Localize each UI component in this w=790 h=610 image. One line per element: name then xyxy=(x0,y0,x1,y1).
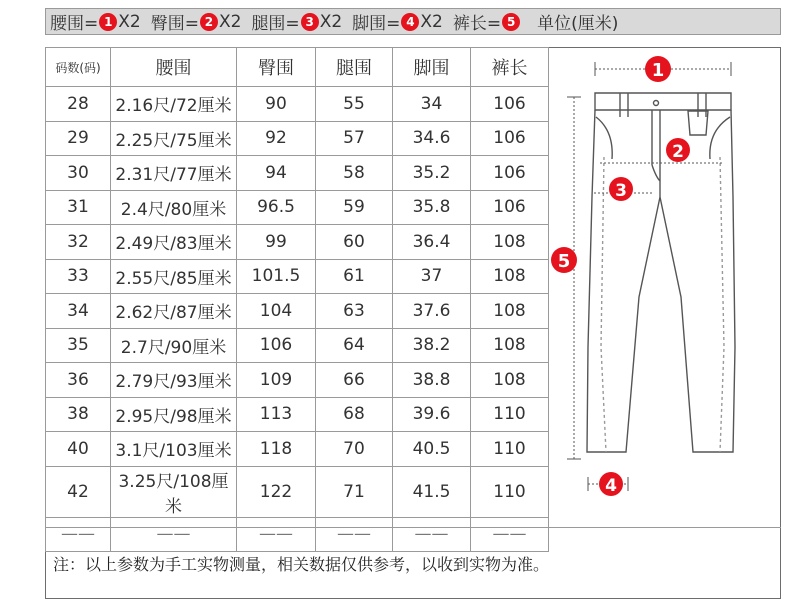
table-cell: 108 xyxy=(471,328,549,363)
header-hem xyxy=(352,9,443,34)
table-cell: 40.5 xyxy=(393,432,471,467)
table-cell: 61 xyxy=(316,259,393,294)
table-row xyxy=(46,466,549,517)
table-cell: 60 xyxy=(316,225,393,260)
table-cell: —— xyxy=(393,517,471,552)
table-row xyxy=(46,328,549,363)
pants-seam-left xyxy=(601,157,606,452)
table-cell: 57 xyxy=(316,121,393,156)
pants-diagram xyxy=(548,47,781,527)
table-row xyxy=(46,156,549,191)
table-cell: 113 xyxy=(237,397,316,432)
header-length-label: 裤长= xyxy=(452,14,502,34)
table-cell: 106 xyxy=(471,190,549,225)
header-unit: 单位(厘米) xyxy=(537,14,619,34)
header-hem-suffix: X2 xyxy=(420,11,443,32)
pants-seam-right xyxy=(720,157,724,452)
table-cell: 118 xyxy=(237,432,316,467)
table-cell: 122 xyxy=(237,466,316,517)
table-cell: 66 xyxy=(316,363,393,398)
table-row xyxy=(46,432,549,467)
table-cell: 2.62尺/87厘米 xyxy=(111,294,237,329)
table-cell: 32 xyxy=(46,225,111,260)
table-cell: 40 xyxy=(46,432,111,467)
marker-3-badge: 3 xyxy=(301,13,319,31)
marker-5-badge: 5 xyxy=(502,13,520,31)
table-cell: 35.2 xyxy=(393,156,471,191)
table-cell: 42 xyxy=(46,466,111,517)
table-cell: 3.25尺/108厘米 xyxy=(111,466,237,517)
table-cell: 64 xyxy=(316,328,393,363)
table-cell: —— xyxy=(471,517,549,552)
table-cell: 2.7尺/90厘米 xyxy=(111,328,237,363)
column-header: 码数(码) xyxy=(46,48,111,87)
table-cell: 106 xyxy=(471,87,549,122)
table-cell: 58 xyxy=(316,156,393,191)
header-hem-label: 脚围= xyxy=(352,14,401,34)
table-cell: 34.6 xyxy=(393,121,471,156)
table-cell: 108 xyxy=(471,259,549,294)
marker-4-badge: 4 xyxy=(401,13,419,31)
marker-2-badge: 2 xyxy=(200,13,218,31)
table-cell: 34 xyxy=(393,87,471,122)
table-cell: 90 xyxy=(237,87,316,122)
table-row xyxy=(46,294,549,329)
table-cell: 108 xyxy=(471,225,549,260)
table-cell: —— xyxy=(111,517,237,552)
table-cell: 106 xyxy=(471,156,549,191)
size-header-bar xyxy=(45,8,781,35)
column-header: 腿围 xyxy=(316,48,393,87)
table-cell: 2.79尺/93厘米 xyxy=(111,363,237,398)
table-cell: —— xyxy=(316,517,393,552)
pants-waistband xyxy=(595,93,731,110)
header-hip-suffix: X2 xyxy=(218,11,242,32)
table-cell: 2.16尺/72厘米 xyxy=(111,87,237,122)
table-cell: 106 xyxy=(237,328,316,363)
table-cell: 36 xyxy=(46,363,111,398)
table-cell: 37 xyxy=(393,259,471,294)
table-cell: 99 xyxy=(237,225,316,260)
table-cell: 35.8 xyxy=(393,190,471,225)
table-cell: 2.31尺/77厘米 xyxy=(111,156,237,191)
table-cell: 108 xyxy=(471,363,549,398)
table-cell: 92 xyxy=(237,121,316,156)
table-row xyxy=(46,87,549,122)
measurement-note: 注：以上参数为手工实物测量，相关数据仅供参考，以收到实物为准。 xyxy=(45,527,781,599)
table-cell: 59 xyxy=(316,190,393,225)
marker-1-label: 1 xyxy=(651,60,665,81)
table-cell: 109 xyxy=(237,363,316,398)
column-header: 腰围 xyxy=(111,48,237,87)
table-cell: 101.5 xyxy=(237,259,316,294)
table-cell: 39.6 xyxy=(393,397,471,432)
table-cell: 106 xyxy=(471,121,549,156)
table-cell: 2.95尺/98厘米 xyxy=(111,397,237,432)
size-table xyxy=(45,47,549,552)
table-cell: 63 xyxy=(316,294,393,329)
pants-pocket-right xyxy=(710,117,730,159)
table-cell: 35 xyxy=(46,328,111,363)
table-cell: 68 xyxy=(316,397,393,432)
marker-3-label: 3 xyxy=(615,181,627,201)
table-cell: 28 xyxy=(46,87,111,122)
header-length xyxy=(453,9,521,34)
table-cell: 33 xyxy=(46,259,111,294)
pants-fly xyxy=(652,110,660,197)
pants-silhouette xyxy=(587,110,735,452)
table-cell: 2.4尺/80厘米 xyxy=(111,190,237,225)
table-cell: —— xyxy=(46,517,111,552)
table-cell: —— xyxy=(237,517,316,552)
table-cell: 2.55尺/85厘米 xyxy=(111,259,237,294)
table-row xyxy=(46,259,549,294)
table-cell: 110 xyxy=(471,432,549,467)
table-header-row xyxy=(46,48,549,87)
table-row xyxy=(46,363,549,398)
table-cell: 38 xyxy=(46,397,111,432)
table-cell: 38.8 xyxy=(393,363,471,398)
column-header: 裤长 xyxy=(471,48,549,87)
marker-1-badge: 1 xyxy=(99,13,117,31)
header-thigh-suffix: X2 xyxy=(319,11,343,32)
table-cell: 70 xyxy=(316,432,393,467)
table-cell: 41.5 xyxy=(393,466,471,517)
table-cell: 55 xyxy=(316,87,393,122)
table-cell: 34 xyxy=(46,294,111,329)
pants-button xyxy=(654,101,659,106)
header-waist-label: 腰围= xyxy=(50,14,99,34)
table-row xyxy=(46,225,549,260)
header-thigh xyxy=(251,9,342,34)
header-waist-suffix: X2 xyxy=(118,11,141,32)
header-waist xyxy=(50,9,141,34)
table-cell: 30 xyxy=(46,156,111,191)
table-cell: 37.6 xyxy=(393,294,471,329)
table-cell: 96.5 xyxy=(237,190,316,225)
table-cell: 31 xyxy=(46,190,111,225)
column-header: 臀围 xyxy=(237,48,316,87)
table-cell: 94 xyxy=(237,156,316,191)
table-row xyxy=(46,121,549,156)
table-cell: 108 xyxy=(471,294,549,329)
header-hip xyxy=(151,9,242,34)
table-cell: 110 xyxy=(471,397,549,432)
table-cell: 110 xyxy=(471,466,549,517)
table-row xyxy=(46,397,549,432)
header-thigh-label: 腿围= xyxy=(251,14,300,34)
pants-pocket-left xyxy=(596,117,612,159)
header-hip-label: 臀围= xyxy=(150,14,199,34)
pants-belt-loop xyxy=(620,93,706,117)
marker-5-label: 5 xyxy=(557,251,571,272)
table-cell: 3.1尺/103厘米 xyxy=(111,432,237,467)
table-cell: 104 xyxy=(237,294,316,329)
marker-2-label: 2 xyxy=(672,142,684,162)
marker-4-label: 4 xyxy=(605,476,617,496)
table-row xyxy=(46,190,549,225)
table-cell: 2.49尺/83厘米 xyxy=(111,225,237,260)
table-cell: 2.25尺/75厘米 xyxy=(111,121,237,156)
table-cell: 36.4 xyxy=(393,225,471,260)
table-cell: 29 xyxy=(46,121,111,156)
column-header: 脚围 xyxy=(393,48,471,87)
table-cell: 38.2 xyxy=(393,328,471,363)
table-cell: 71 xyxy=(316,466,393,517)
